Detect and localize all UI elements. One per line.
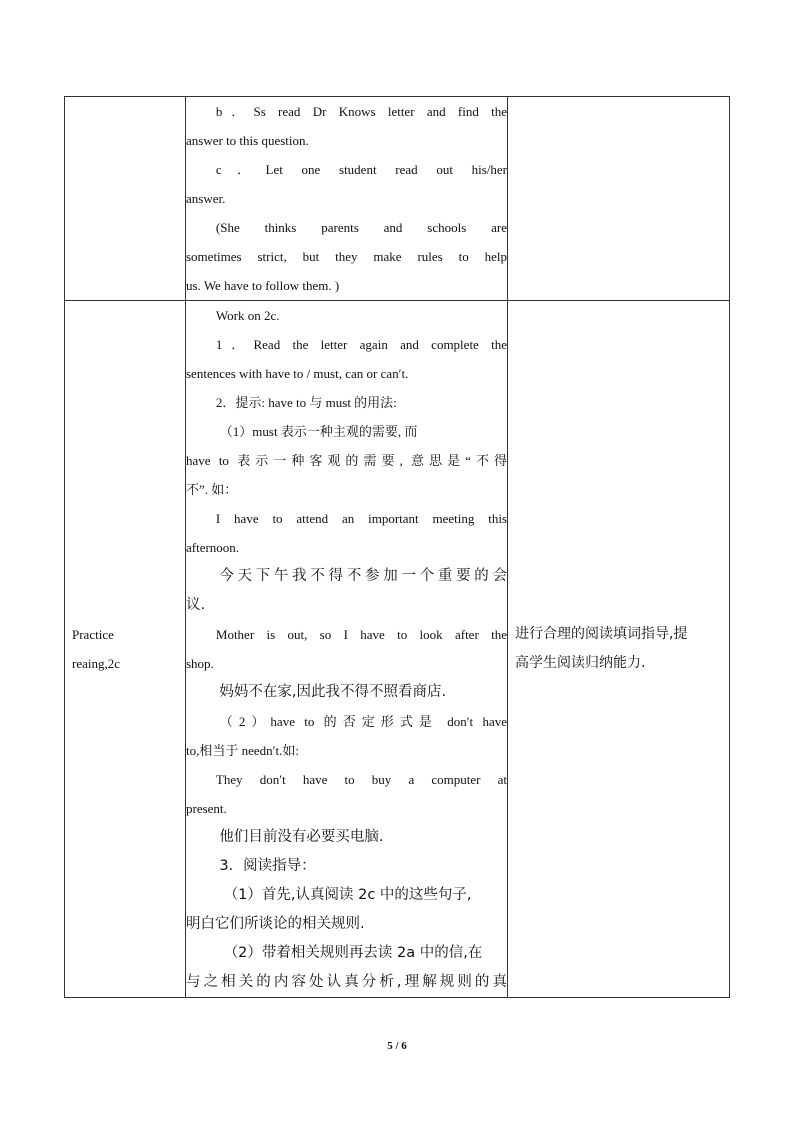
text-line: answer. xyxy=(186,191,226,206)
text-line: to,相当于 needn′t.如: xyxy=(186,743,299,758)
text-line: Practice xyxy=(72,627,114,642)
text-line: 不”. 如： xyxy=(186,482,238,497)
text-line: present. xyxy=(186,801,227,816)
activity-cell xyxy=(186,97,508,301)
text-line: answer to this question. xyxy=(186,133,309,148)
table-row xyxy=(65,301,730,998)
text-line: us. We have to follow them. ) xyxy=(186,278,340,293)
text-line: 2．提示: have to 与 must 的用法: xyxy=(215,395,397,410)
text-line: Work on 2c. xyxy=(215,308,280,323)
text-line: 3．阅读指导： xyxy=(219,858,316,874)
text-line: (She thinks parents and schools are xyxy=(215,220,507,235)
text-line: reaing,2c xyxy=(72,656,121,671)
table-row xyxy=(65,97,730,301)
text-line: 进行合理的阅读填词指导,提 xyxy=(515,626,688,642)
stage-cell xyxy=(65,301,186,998)
text-line: sentences with have to / must, can or can′t. xyxy=(186,366,409,381)
text-line: （2）带着相关规则再去读 2a 中的信,在 xyxy=(223,945,483,961)
text-line: 议. xyxy=(186,597,206,613)
text-line: They don′t have to buy a computer at xyxy=(215,772,507,787)
text-line: （1）must 表示一种主观的需要, 而 xyxy=(219,424,418,439)
text-line: 今天下午我不得不参加一个重要的会 xyxy=(219,568,507,584)
text-line: 明白它们所谈论的相关规则. xyxy=(186,916,365,932)
text-line: I have to attend an important meeting this xyxy=(215,511,507,526)
activity-cell xyxy=(186,301,508,998)
purpose-cell xyxy=(508,97,730,301)
text-line: sometimes strict, but they make rules to help xyxy=(186,249,507,264)
page-number: 5 / 6 xyxy=(387,1040,407,1052)
text-line: （2）have to 的否定形式是 don′t have xyxy=(219,714,507,729)
text-line: c．Let one student read out his/her xyxy=(215,162,507,177)
stage-cell xyxy=(65,97,186,301)
text-line: 1．Read the letter again and complete the xyxy=(215,337,507,352)
purpose-cell xyxy=(508,301,730,998)
text-line: b．Ss read Dr Knows letter and find the xyxy=(215,104,507,119)
text-line: （1）首先,认真阅读 2c 中的这些句子, xyxy=(223,887,472,903)
text-line: 妈妈不在家,因此我不得不照看商店. xyxy=(219,684,447,700)
lesson-plan-table xyxy=(64,96,730,998)
text-line: 高学生阅读归纳能力. xyxy=(515,655,646,671)
text-line: Mother is out, so I have to look after the xyxy=(215,627,507,642)
text-line: shop. xyxy=(186,656,214,671)
text-line: have to 表示一种客观的需要, 意思是“不得 xyxy=(186,453,507,468)
text-line: afternoon. xyxy=(186,540,240,555)
text-line: 与之相关的内容处认真分析,理解规则的真 xyxy=(186,974,507,990)
text-line: 他们目前没有必要买电脑. xyxy=(219,829,384,845)
